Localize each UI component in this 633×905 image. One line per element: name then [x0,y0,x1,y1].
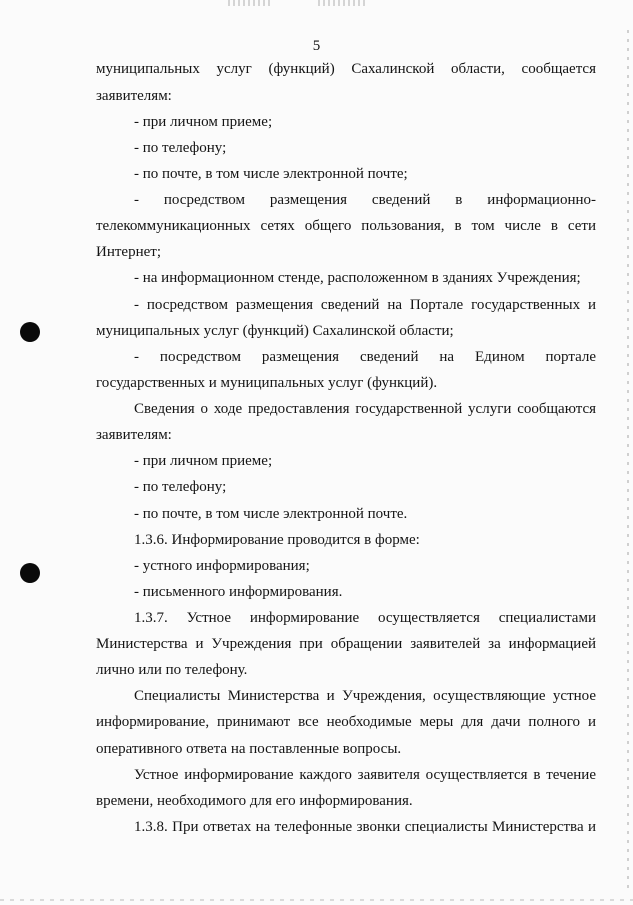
text-line: государственных и муниципальных услуг (функций). [96,375,438,391]
text-line: Министерства и Учреждения при обращении заявителей за информацией [96,636,596,652]
text-line: - по телефону; [134,479,227,495]
text-line: - по почте, в том числе электронной почте. [134,506,408,522]
page-bottom-edge [0,899,633,901]
text-line: - при личном приеме; [134,453,273,469]
text-line: лично или по телефону. [96,662,248,678]
text-line: Сведения о ходе предоставления государственной услуги сообщаются [134,401,596,417]
text-line: - посредством размещения сведений на Портале государственных и [134,297,596,313]
text-line: - посредством размещения сведений на Едином портале [134,349,596,365]
text-line: - письменного информирования. [134,584,343,600]
text-line: 1.3.8. При ответах на телефонные звонки специалисты Министерства и [134,819,596,835]
text-line: телекоммуникационных сетях общего пользования, в том числе в сети [96,218,596,234]
text-line: заявителям: [96,88,172,104]
text-line: муниципальных услуг (функций) Сахалинской области; [96,323,454,339]
text-line: информирование, принимают все необходимые меры для дачи полного и [96,714,596,730]
text-line: 1.3.7. Устное информирование осуществляется специалистами [134,610,596,626]
text-line: муниципальных услуг (функций) Сахалинской области, сообщается [96,61,596,77]
scan-artifact [228,0,270,6]
scan-artifact [318,0,366,6]
punch-hole-mark [20,563,40,583]
punch-hole-mark [20,322,40,342]
text-line: - устного информирования; [134,558,310,574]
page-edge-shadow [627,30,629,890]
text-line: Специалисты Министерства и Учреждения, осуществляющие устное [134,688,596,704]
text-line: - по телефону; [134,140,227,156]
text-line: - по почте, в том числе электронной почте; [134,166,408,182]
text-line: - на информационном стенде, расположенном в зданиях Учреждения; [134,270,581,286]
text-line: 1.3.6. Информирование проводится в форме: [134,532,420,548]
text-line: - посредством размещения сведений в информационно- [134,192,596,208]
page-number: 5 [312,38,321,54]
text-line: Устное информирование каждого заявителя осуществляется в течение [134,767,596,783]
text-line: оперативного ответа на поставленные вопросы. [96,741,402,757]
text-line: заявителям: [96,427,172,443]
text-line: - при личном приеме; [134,114,273,130]
text-line: Интернет; [96,244,161,260]
text-line: времени, необходимого для его информирования. [96,793,413,809]
